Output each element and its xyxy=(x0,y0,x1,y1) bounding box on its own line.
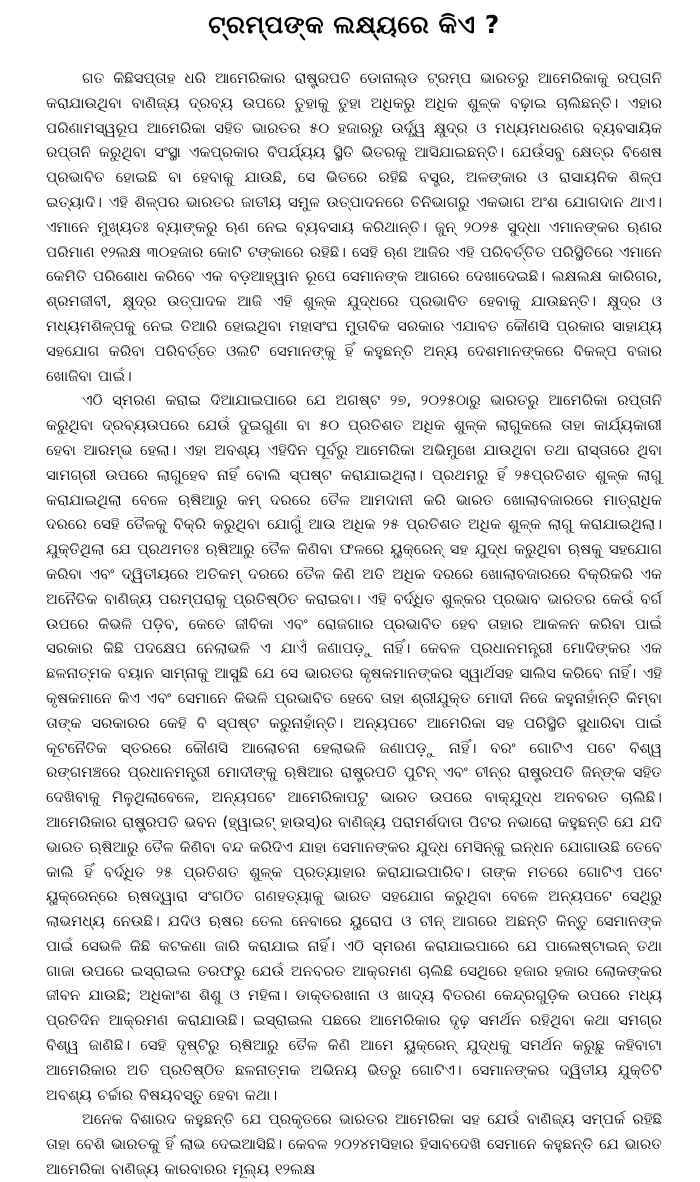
paragraph-3: ଅନେକ ବିଶାରଦ କହୁଛନ୍ତି ଯେ ପ୍ରକୃତରେ ଭାରତର ଆମେରିକା ସହ ଯେଉଁ ବାଣିଜ୍ୟ ସମ୍ପର୍କ ରହିଛି ତାହା ବେଶି ଭାରତକୁ ହିଁ ଲାଭ ଦେଇଆସିଛି। କେବଳ ୨୦୨୪ମସିହାର ହିସାବଦେଖି ସେମାନେ କହୁଛନ୍ତି ଯେ ଭାରତ ଆମେରିକା ବାଣିଜ୍ୟ କାରବାରର ମୂଲ୍ୟ ୧୨ଲକ୍ଷ xyxy=(46,1110,662,1179)
article-body xyxy=(46,66,662,1182)
paragraph-2: ଏଠି ସ୍ମରଣ କରାଇ ଦିଆଯାଇପାରେ ଯେ ଅଗଷ୍ଟ ୨୭, ୨୦୨୫ଠାରୁ ଭାରତରୁ ଆମେରିକା ରପ୍ତାନି କରୁଥିବା ଦ୍ରବ୍ୟଉପରେ ଯେଉଁ ଦୁଇଗୁଣା ବା ୫୦ ପ୍ରତିଶତ ଅଧିକ ଶୁଳ୍କ ଲାଗୁକଲେ ତାହା କାର୍ଯ୍ୟକାରୀ ହେବା ଆରମ୍ଭ ହେଲା। ଏହା ଅବଶ୍ୟ ଏହିଦିନ ପୂର୍ବରୁ ଆମେରିକା ଅଭିମୁଖେ ଯାଉଥିବା ତଥା ରାସ୍ତାରେ ଥିବା ସାମଗ୍ରୀ ଉପରେ ଲାଗୁହେବ ନାହିଁ ବୋଲି ସ୍ପଷ୍ଟ କରାଯାଇଥିଲା। ପ୍ରଥମରୁ ହିଁ ୨୫ପ୍ରତିଶତ ଶୁଳ୍କ ଲାଗୁ କରାଯାଇଥିଲା ବେଳେ ଋଷିଆରୁ କମ୍ ଦରରେ ତୈଳ ଆମଦାନୀ କରି ଭାରତ ଖୋଲାବଜାରରେ ମାତ୍ରାଧିକ ଦରରେ ସେହି ତୈଳକୁ ବିକ୍ରି କରୁଥିବା ଯୋଗୁଁ ଆଉ ଅଧିକ ୨୫ ପ୍ରତିଶତ ଅଧିକ ଶୁଳ୍କ ଲାଗୁ କରାଯାଇଥିଲା। ଯୁକ୍ତିଥିଲା ଯେ ପ୍ରଥମତଃ ଋଷିଆରୁ ତୈଳ କିଣିବା ଫଳରେ ୟୁକ୍ରେନ୍ ସହ ଯୁଦ୍ଧ କରୁଥିବା ଋଷକୁ ସହଯୋଗ କରିବା ଏବଂ ଦ୍ୱିତୀୟରେ ଅତିକମ୍ ଦରରେ ତୈଳ କିଣି ଅତି ଅଧିକ ଦରରେ ଖୋଲାବଜାରରେ ବିକ୍ରିକରି ଏକ ଅନୈତିକ ବାଣିଜ୍ୟ ପରମ୍ପରାକୁ ପ୍ରତିଷ୍ଠିତ କରାଇବା। ଏହି ବର୍ଦ୍ଧିତ ଶୁଳ୍କର ପ୍ରଭାବ ଭାରତର କେଉଁ ବର୍ଗ ଉପରେ କିଭଳି ପଡ଼ିବ, କେତେ ଜୀବିକା ଏବଂ ରୋଜଗାର ପ୍ରଭାବିତ ହେବ ତାହାର ଆକଳନ କରିବା ପାଇଁ ସରକାର କିଛି ପଦକ୍ଷେପ ନେଲାଭଳି ଏ ଯାଏଁ ଜଣାପଡ଼ୁ ନାହିଁ। କେବଳ ପ୍ରଧାନମନ୍ତ୍ରୀ ମୋଦିଙ୍କର ଏକ ଛଳନାତ୍ମକ ବୟାନ ସାମ୍ନାକୁ ଆସୁଛି ଯେ ସେ ଭାରତର କୃଷକମାନଙ୍କର ସ୍ୱାର୍ଥସହ ସାଲିସ କରିବେ ନାହିଁ। ଏହି କୃଷକମାନେ କିଏ ଏବଂ ସେମାନେ କିଭଳି ପ୍ରଭାବିତ ହେବେ ତାହା ଶ୍ରୀଯୁକ୍ତ ମୋଦୀ ନିଜେ କହୁନାହାଁନ୍ତି କିମ୍ବା ତାଙ୍କ ସରକାରର କେହି ବି ସ୍ପଷ୍ଟ କରୁନାହାଁନ୍ତି। ଅନ୍ୟପଟେ ଆମେରିକା ସହ ପରିସ୍ଥିତି ସୁଧାରିବା ପାଇଁ କୂଟନୈତିକ ସ୍ତରରେ କୌଣସି ଆଲୋଚନା ହେଲାଭଳି ଜଣାପଡ଼ୁ ନାହିଁ। ବରଂ ଗୋଟିଏ ପଟେ ବିଶ୍ୱ ରଙ୍ଗମଞ୍ଚରେ ପ୍ରଧାନମନ୍ତ୍ରୀ ମୋଦୀଙ୍କୁ ଋଷିଆର ରାଷ୍ଟ୍ରପତି ପୁଟିନ୍ ଏବଂ ଚୀନ୍‌ର ରାଷ୍ଟ୍ରପତି ଜିନ୍‌ଙ୍କ ସହିତ ଦେଖିବାକୁ ମିଳୁଥିଲାବେଳେ, ଅନ୍ୟପଟେ ଆମେରିକାପଟୁ ଭାରତ ଉପରେ ବାକ୍‌ଯୁଦ୍ଧ ଅନବରତ ଚାଲିଛି। ଆମେରିକାର ରାଷ୍ଟ୍ରପତି ଭବନ (ହ୍ୱାଇଟ୍ ହାଉସ୍)ର ବାଣିଜ୍ୟ ପରାମର୍ଶଦାତା ପିଟର ନଭାରୋ କହୁଛନ୍ତି ଯେ ଯଦି ଭାରତ ଋଷିଆରୁ ତୈଳ କିଣିବା ବନ୍ଦ କରିଦିଏ ଯାହା ସେମାନଙ୍କର ଯୁଦ୍ଧ ମେସିନ୍‌କୁ ଇନ୍ଧନ ଯୋଗାଉଛି ତେବେ କାଲି ହିଁ ବର୍ଦ୍ଧିତ ୨୫ ପ୍ରତିଶତ ଶୁଳ୍କ ପ୍ରତ୍ୟାହାର କରାଯାଇପାରିବ। ତାଙ୍କ ମତରେ ଗୋଟିଏ ପଟେ ୟୁକ୍ରେନ୍‌ରେ ଋଷଦ୍ୱାରା ସଂଗଠିତ ଗଣହତ୍ୟାକୁ ଭାରତ ସହଯୋଗ କରୁଥିବା ବେଳେ ଅନ୍ୟପଟେ ସେଥିରୁ ଲାଭମଧ୍ୟ ନେଉଛି। ଯଦିଓ ଋଷର ତେଲ ନେବାରେ ୟୁରୋପ ଓ ଚୀନ୍ ଆଗରେ ଅଛନ୍ତି କିନ୍ତୁ ସେମାନଙ୍କ ପାଇଁ ସେଭଳି କିଛି କଟକଣା ଜାରି କରାଯାଇ ନାହିଁ। ଏଠି ସ୍ମରଣ କରାଯାଇପାରେ ଯେ ପାଲେଷ୍ଟାଇନ୍ ତଥା ଗାଜା ଉପରେ ଇସ୍ରାଇଲ ତରଫରୁ ଯେଉଁ ଅନବରତ ଆକ୍ରମଣ ଚାଲିଛି ସେଥିରେ ହଜାର ହଜାର ଲୋକଙ୍କର ଜୀବନ ଯାଉଛି; ଅଧିକାଂଶ ଶିଶୁ ଓ ମହିଳା। ଡାକ୍ତରଖାନା ଓ ଖାଦ୍ୟ ବିତରଣ କେନ୍ଦ୍ରଗୁଡ଼ିକ ଉପରେ ମଧ୍ୟ ପ୍ରତିଦିନ ଆକ୍ରମଣ କରାଯାଉଛି। ଇସ୍ରାଇଲ ପଛରେ ଆମେରିକାର ଦୃଢ଼ ସମର୍ଥନ ରହିଥିବା କଥା ସମଗ୍ର ବିଶ୍ୱ ଜାଣିଛି। ସେହି ଦୃଷ୍ଟିରୁ ଋଷିଆରୁ ତୈଳ କିଣି ଆମେ ୟୁକ୍ରେନ୍ ଯୁଦ୍ଧକୁ ସମର୍ଥନ କରୁଛୁ କହିବାଟା ଆମେରିକାର ଅତି ପ୍ରତିଷ୍ଠିତ ଛଳନାତ୍ମକ ଅଭିନୟ ଭିତରୁ ଗୋଟିଏ। ସେମାନଙ୍କର ଦ୍ୱିତୀୟ ଯୁକ୍ତିଟି ଅବଶ୍ୟ ଚର୍ଚ୍ଚାର ବିଷୟବସ୍ତୁ ହେବା କଥା। xyxy=(46,391,662,1104)
paragraph-1: ଗତ କିଛିସପ୍ତାହ ଧରି ଆମେରିକାର ରାଷ୍ଟ୍ରପତି ଡୋନାଲ୍ଡ ଟ୍ରମ୍ପ ଭାରତରୁ ଆମେରିକାକୁ ରପ୍ତାନି କରାଯାଉଥିବା ବାଣିଜ୍ୟ ଦ୍ରବ୍ୟ ଉପରେ ତୁହାକୁ ତୁହା ଅଧିକରୁ ଅଧିକ ଶୁଳ୍କ ବଢ଼ାଇ ଚାଲିଛନ୍ତି। ଏହାର ପରିଣାମସ୍ୱରୂପ ଆମେରିକା ସହିତ ଭାରତର ୫୦ ହଜାରରୁ ଉର୍ଦ୍ଧ୍ୱ କ୍ଷୁଦ୍ର ଓ ମଧ୍ୟମଧରଣର ବ୍ୟବସାୟିକ ରପ୍ତାନି କରୁଥିବା ସଂସ୍ଥା ଏକପ୍ରକାର ବିପର୍ଯ୍ୟୟ ସ୍ଥିତି ଭିତରକୁ ଆସିଯାଇଛନ୍ତି। ଯେଉଁସବୁ କ୍ଷେତ୍ର ବିଶେଷ ପ୍ରଭାବିତ ହୋଇଛି ବା ହେବାକୁ ଯାଉଛି, ସେ ଭିତରେ ରହିଛି ବସ୍ତ୍ର, ଅଳଙ୍କାର ଓ ରାସାୟନିକ ଶିଳ୍ପ ଇତ୍ୟାଦି। ଏହି ଶିଳ୍ପର ଭାରତର ଜାତୀୟ ସମୁଳ ଉତ୍ପାଦନରେ ତିନିଭାଗରୁ ଏକଭାଗ ଅଂଶ ଯୋଗଦାନ ଥାଏ। ଏମାନେ ମୁଖ୍ୟତଃ ବ୍ୟାଙ୍କରୁ ଋଣ ନେଇ ବ୍ୟବସାୟ କରିଥାନ୍ତି। ଜୁନ୍ ୨୦୨୫ ସୁଦ୍ଧା ଏମାନଙ୍କର ଋଣର ପରିମାଣ ୧୨ଲକ୍ଷ ୩୦ହଜାର କୋଟି ଟଙ୍କାରେ ରହିଛି। ସେହି ଋଣ ଆଜିର ଏହି ପରିବର୍ତ୍ତିତ ପରିସ୍ଥିତିରେ ଏମାନେ କେମିତି ପରିଶୋଧ କରିବେ ଏକ ବଡ଼ଆହ୍ୱାନ ରୂପେ ସେମାନଙ୍କ ଆଗରେ ଦେଖାଦେଇଛି। ଲକ୍ଷଲକ୍ଷ କାରିଗର, ଶ୍ରମଜୀବୀ, କ୍ଷୁଦ୍ର ଉତ୍ପାଦକ ଆଜି ଏହି ଶୁଳ୍କ ଯୁଦ୍ଧରେ ପ୍ରଭାବିତ ହେବାକୁ ଯାଉଛନ୍ତି। କ୍ଷୁଦ୍ର ଓ ମଧ୍ୟମଶିଳ୍ପକୁ ନେଇ ତିଆରି ହୋଇଥିବା ମହାସଂଘ ମୁତାବିକ ସରକାର ଏଯାବତ କୌଣସି ପ୍ରକାର ସାହାଯ୍ୟ ସହଯୋଗ କରିବା ପରିବର୍ତ୍ତେ ଓଲଟି ସେମାନଙ୍କୁ ହିଁ କହୁଛନ୍ତି ଅନ୍ୟ ଦେଶମାନଙ୍କରେ ବିକଳ୍ପ ବଜାର ଖୋଜିବା ପାଇଁ। xyxy=(46,69,662,385)
article-title: ଟ୍ରମ୍ପଙ୍କ ଲକ୍ଷ୍ୟରେ କିଏ ? xyxy=(208,10,500,39)
